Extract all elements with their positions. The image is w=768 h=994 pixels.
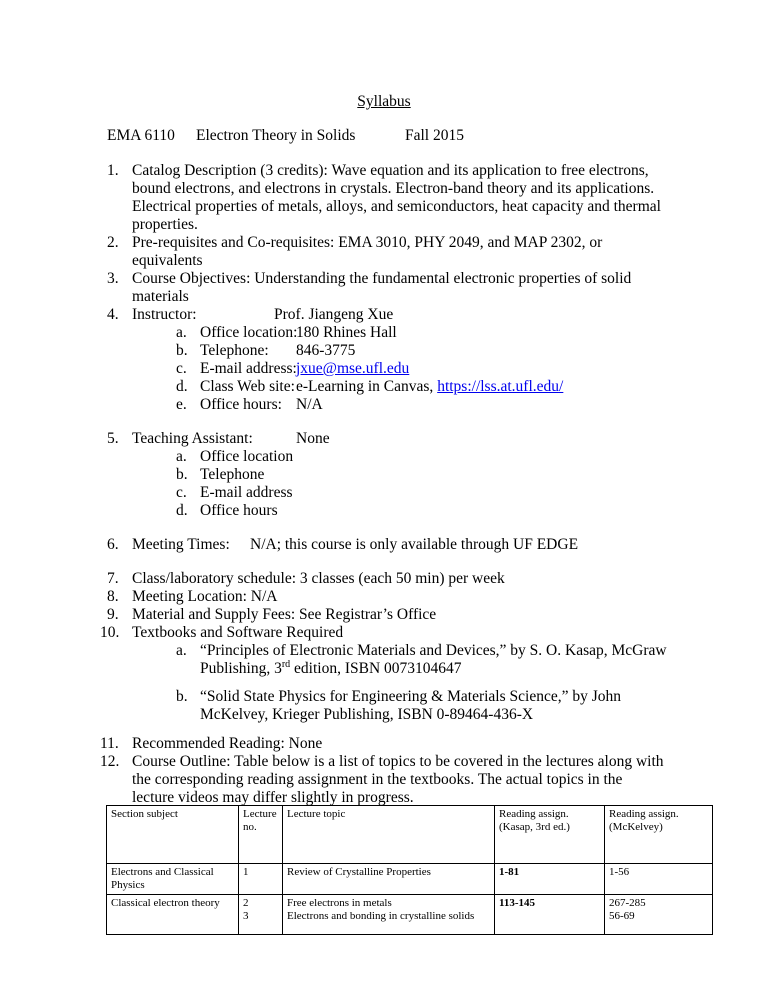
course-outline-table — [106, 805, 713, 935]
ta-telephone-label: Telephone — [200, 466, 265, 483]
class-website-label: Class Web site: — [200, 378, 295, 395]
sub-letter: a. — [176, 448, 187, 465]
sub-letter: b. — [176, 342, 188, 359]
sub-letter: b. — [176, 688, 188, 705]
header-lecture-no: Lecture no. — [239, 806, 283, 864]
page-title: Syllabus — [357, 93, 411, 110]
sub-letter: a. — [176, 642, 187, 659]
instructor-name: Prof. Jiangeng Xue — [274, 306, 394, 323]
item-number: 5. — [107, 430, 119, 447]
cell-section: Classical electron theory — [107, 895, 239, 935]
email-link[interactable]: jxue@mse.ufl.edu — [296, 360, 410, 377]
sub-letter: d. — [176, 378, 188, 395]
item-text-line: Catalog Description (3 credits): Wave equation and its application to free electrons, — [132, 162, 649, 179]
item-number: 12. — [100, 753, 120, 770]
item-text-line: Electrical properties of metals, alloys, and semiconductors, heat capacity and thermal — [132, 198, 661, 215]
office-location-value: 180 Rhines Hall — [296, 324, 397, 341]
office-location-label: Office location: — [200, 324, 298, 341]
cell-topic: Free electrons in metals Electrons and bonding in crystalline solids — [283, 895, 495, 935]
item-number: 1. — [107, 162, 119, 179]
item-text-line: Course Objectives: Understanding the fundamental electronic properties of solid — [132, 270, 632, 287]
course-name: Electron Theory in Solids — [196, 127, 356, 144]
ta-email-label: E-mail address — [200, 484, 293, 501]
ta-office-hours-label: Office hours — [200, 502, 278, 519]
header-lecture-topic: Lecture topic — [283, 806, 495, 864]
item-text-line: lecture videos may differ slightly in progress. — [132, 789, 414, 806]
cell-topic: Review of Crystalline Properties — [283, 864, 495, 895]
table-row — [107, 895, 713, 935]
item-number: 11. — [100, 735, 119, 752]
meeting-times-value: N/A; this course is only available through UF EDGE — [250, 536, 579, 553]
textbook-kasap-line: “Principles of Electronic Materials and Devices,” by S. O. Kasap, McGraw — [200, 642, 667, 659]
office-hours-value: N/A — [296, 396, 323, 413]
sub-letter: d. — [176, 502, 188, 519]
class-website-link[interactable]: https://lss.at.ufl.edu/ — [437, 378, 564, 395]
meeting-times-label: Meeting Times: — [132, 536, 230, 553]
header-section-subject: Section subject — [107, 806, 239, 864]
textbook-kasap-edition — [200, 660, 462, 678]
course-term: Fall 2015 — [405, 127, 464, 144]
telephone-value: 846-3775 — [296, 342, 356, 359]
ta-label: Teaching Assistant: — [132, 430, 253, 447]
cell-mckelvey: 1-56 — [605, 864, 713, 895]
textbook-mckelvey-line: McKelvey, Krieger Publishing, ISBN 0-89464-436-X — [200, 706, 534, 723]
textbook-mckelvey-line: “Solid State Physics for Engineering & Materials Science,” by John — [200, 688, 621, 705]
ta-office-location-label: Office location — [200, 448, 294, 465]
cell-section: Electrons and Classical Physics — [107, 864, 239, 895]
sub-letter: e. — [176, 396, 187, 413]
cell-lecture: 1 — [239, 864, 283, 895]
sub-letter: a. — [176, 324, 187, 341]
course-code: EMA 6110 — [107, 127, 175, 144]
header-reading-mckelvey: Reading assign. (McKelvey) — [605, 806, 713, 864]
item-text: Class/laboratory schedule: 3 classes (each 50 min) per week — [132, 570, 505, 587]
item-text: Material and Supply Fees: See Registrar’s Office — [132, 606, 437, 623]
cell-lecture: 2 3 — [239, 895, 283, 935]
table-header-row — [107, 806, 713, 864]
sub-letter: c. — [176, 484, 187, 501]
item-number: 10. — [100, 624, 120, 641]
edition-text: Publishing, 3 — [200, 660, 282, 677]
item-text-line: the corresponding reading assignment in the textbooks. The actual topics in the — [132, 771, 623, 788]
item-number: 7. — [107, 570, 119, 587]
item-text-line: properties. — [132, 216, 198, 233]
item-text: Meeting Location: N/A — [132, 588, 278, 605]
item-text: Recommended Reading: None — [132, 735, 323, 752]
sub-letter: c. — [176, 360, 187, 377]
header-reading-kasap: Reading assign. (Kasap, 3rd ed.) — [495, 806, 605, 864]
item-text-line: materials — [132, 288, 189, 305]
email-label: E-mail address: — [200, 360, 297, 377]
item-text-line: bound electrons, and electrons in crystals. Electron-band theory and its applications. — [132, 180, 655, 197]
item-number: 6. — [107, 536, 119, 553]
edition-text-rest: edition, ISBN 0073104647 — [290, 660, 462, 677]
cell-kasap: 113-145 — [495, 895, 605, 935]
table-row — [107, 864, 713, 895]
item-text-line: Pre-requisites and Co-requisites: EMA 3010, PHY 2049, and MAP 2302, or — [132, 234, 603, 251]
item-text-line: equivalents — [132, 252, 203, 269]
telephone-label: Telephone: — [200, 342, 269, 359]
item-text: Textbooks and Software Required — [132, 624, 344, 641]
cell-mckelvey: 267-285 56-69 — [605, 895, 713, 935]
item-number: 9. — [107, 606, 119, 623]
office-hours-label: Office hours: — [200, 396, 282, 413]
item-number: 3. — [107, 270, 119, 287]
sub-letter: b. — [176, 466, 188, 483]
cell-kasap: 1-81 — [495, 864, 605, 895]
instructor-label: Instructor: — [132, 306, 197, 323]
class-website-value — [296, 378, 563, 396]
class-website-text: e-Learning in Canvas, — [296, 378, 438, 395]
item-number: 2. — [107, 234, 119, 251]
ta-value: None — [296, 430, 330, 447]
item-number: 8. — [107, 588, 119, 605]
item-number: 4. — [107, 306, 119, 323]
edition-superscript: rd — [281, 658, 291, 670]
item-text-line: Course Outline: Table below is a list of topics to be covered in the lectures along with — [132, 753, 664, 770]
